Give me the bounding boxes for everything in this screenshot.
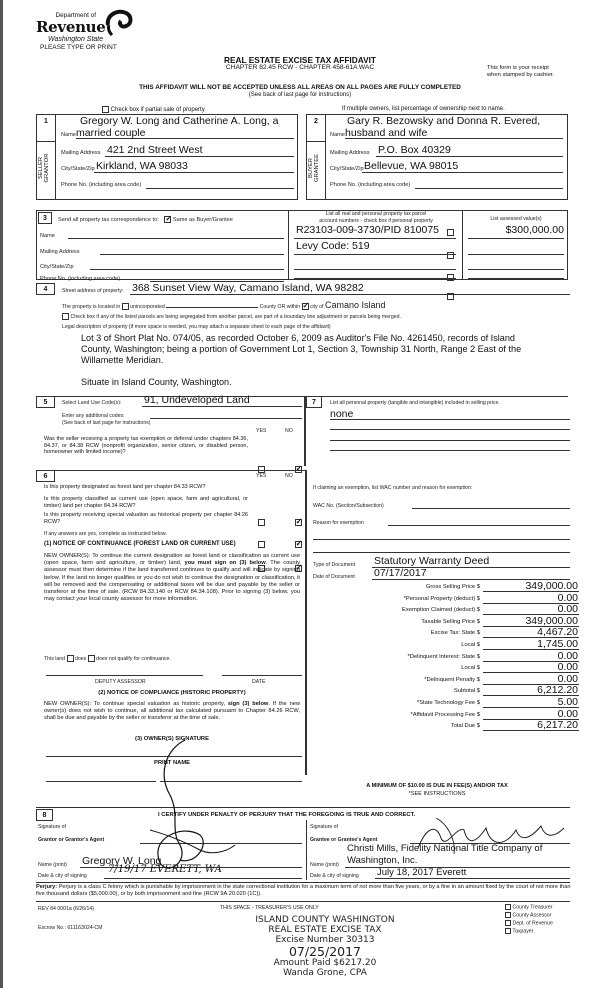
personal-property-field[interactable]: none — [330, 408, 354, 420]
partial-sale-checkbox[interactable] — [102, 106, 109, 113]
fee-value[interactable]: 1,745.00 — [537, 638, 578, 650]
assessed-value[interactable] — [468, 269, 564, 270]
fee-value[interactable]: 0.00 — [557, 649, 578, 662]
fee-row — [300, 696, 580, 708]
fee-row — [300, 592, 580, 604]
seller-phone-field[interactable] — [146, 188, 294, 189]
grantor-name-label: Name (print) — [38, 862, 67, 868]
same-as-buyer-checkbox[interactable] — [164, 216, 171, 223]
fee-label: Local $ — [461, 642, 480, 648]
print-name-label: PRINT NAME — [153, 760, 191, 766]
copy-item: County Treasurer — [505, 904, 553, 912]
seller-city-label: City/State/Zip — [61, 166, 95, 172]
date-label: DATE — [252, 679, 266, 685]
yes-header: YES — [256, 473, 267, 479]
fee-value[interactable]: 349,000.00 — [525, 580, 578, 592]
fee-label: *Delinquent Penalty $ — [424, 676, 480, 683]
logo-main-text: Revenue — [36, 18, 106, 36]
land-use-field[interactable]: 91, Undeveloped Land — [144, 394, 250, 406]
fee-label: Exemption Claimed (deduct) $ — [402, 607, 480, 614]
assessed-value[interactable]: $300,000.00 — [505, 224, 564, 236]
fee-row — [300, 603, 580, 615]
dor-swirl-icon — [104, 9, 134, 37]
fee-label: *Personal Property (deduct) $ — [403, 595, 480, 602]
minimum-due-note: A MINIMUM OF $10.00 IS DUE IN FEE(S) AND/OR TAX — [366, 783, 508, 789]
land-use-label: Select Land Use Code(s): — [62, 400, 122, 406]
buyer-city-label: City/State/Zip — [330, 166, 364, 172]
grantor-date-field[interactable]: 7/19/17 EVERETT, WA — [108, 864, 222, 875]
corr-address-field[interactable] — [100, 254, 284, 255]
fee-row — [300, 684, 580, 696]
corr-phone-label: Phone No. (including area code) — [40, 276, 121, 282]
section-7 — [306, 396, 568, 466]
send-correspondence-row: Send all property tax correspondence to: ✓ Same as Buyer/Grantee — [58, 216, 233, 223]
section-number-4: 4 — [36, 283, 55, 295]
located-in-row: The property is located in unincorporated County OR within ✓ city of Camano Island — [62, 300, 386, 310]
form-subtitle: CHAPTER 82.45 RCW - CHAPTER 458-61A WAC — [225, 64, 375, 71]
fee-value[interactable]: 0.00 — [557, 591, 578, 604]
buyer-address-field[interactable]: P.O. Box 40329 — [378, 144, 451, 156]
seller-name-label: Name — [61, 132, 76, 138]
copy-item: Dept. of Revenue — [505, 920, 553, 928]
section-number-8: 8 — [36, 809, 53, 821]
grantee-name-label: Name (print) — [310, 862, 339, 868]
perjury-notice: Perjury: Perjury is a class C felony which is punishable by imprisonment in the state correctional institution for a maximum term of not more than five years, or by a fine in an amount fixed by the court of not more than five thousand dollars ($5,000.00), or by both imprisonment and fine (RCW 9A.20.020 (1C)). — [36, 884, 571, 897]
legal-description-label: Legal description of property (if more space is needed, you may attach a separate sheet to each page of the affidavit) — [62, 324, 331, 330]
doc-type-label: Type of Document — [313, 562, 356, 568]
grantee-sig-label: Signature of — [310, 824, 338, 830]
parcel-number[interactable]: R23103-009-3730/PID 810075 — [296, 224, 440, 236]
buyer-address-label: Mailing Address — [330, 150, 370, 156]
fee-label: *Delinquent Interest: State $ — [407, 653, 480, 660]
fee-value[interactable]: 349,000.00 — [525, 614, 578, 627]
fee-label: Excise Tax: State $ — [430, 630, 480, 637]
section-number-6: 6 — [36, 470, 55, 482]
designation-question: Is this property classified as current use (open space, farm and agricultural, or timber) land per chapter 84.34 RCW? ✓ — [0, 42, 600, 49]
wac-field[interactable] — [412, 508, 570, 509]
notice-continuance-title: (1) NOTICE OF CONTINUANCE (FOREST LAND OR CURRENT USE) — [44, 541, 236, 547]
see-back-text: (See back of last page for instructions) — [248, 92, 352, 98]
fee-value[interactable]: 6,212.20 — [537, 684, 578, 697]
buyer-grantee-label: BUYER GRANTEE — [308, 153, 320, 183]
corr-name-label: Name — [40, 233, 55, 239]
owner-signature-title: (3) OWNER(S) SIGNATURE — [135, 736, 209, 742]
doc-date-label: Date of Document — [313, 574, 355, 580]
assessor-date-field[interactable] — [222, 675, 302, 676]
copy-distribution — [505, 904, 553, 936]
buyer-phone-label: Phone No. (including area code) — [330, 182, 411, 188]
warning-text: THIS AFFIDAVIT WILL NOT BE ACCEPTED UNLESS ALL AREAS ON ALL PAGES ARE FULLY COMPLETED — [139, 84, 461, 91]
fee-row — [300, 638, 580, 650]
fee-value[interactable]: 0.00 — [557, 672, 578, 685]
seller-name-field[interactable]: married couple — [76, 127, 146, 139]
fee-row — [300, 650, 580, 662]
seller-address-field[interactable]: 421 2nd Street West — [107, 144, 203, 156]
partial-sale-label: Check box if partial sale of property — [110, 107, 205, 114]
parcel-number[interactable] — [294, 278, 456, 279]
copy-item: Taxpayer — [505, 928, 553, 936]
fee-value[interactable]: 4,467.20 — [537, 626, 578, 639]
grantee-signature-scribble-icon — [416, 818, 566, 854]
seller-grantor-label: SELLER GRANTOR — [38, 153, 50, 183]
seller-name-line1: Gregory W. Long and Catherine A. Long, a — [80, 115, 279, 127]
corr-city-label: City/State/Zip — [40, 264, 74, 270]
parcel-header-2: account numbers - check box if personal property — [319, 218, 433, 224]
fee-label: Taxable Selling Price $ — [421, 618, 480, 625]
yes-header: YES — [256, 428, 267, 434]
corr-name-field[interactable] — [68, 238, 284, 239]
fee-row — [300, 708, 580, 720]
assessed-value[interactable] — [468, 278, 564, 279]
grantor-sig-label: Signature of — [38, 824, 66, 830]
within-city-checkbox[interactable] — [302, 303, 309, 310]
fee-value[interactable]: 6,217.20 — [537, 719, 578, 732]
grantee-name-line1: Christi Mills, Fidelity National Title Company of — [347, 843, 543, 854]
copy-checkbox[interactable] — [505, 904, 511, 910]
personal-property-checkbox[interactable] — [447, 229, 454, 236]
form-title: REAL ESTATE EXCISE TAX AFFIDAVIT — [224, 55, 376, 65]
see-back-note: (See back of last page for instructions) — [62, 420, 151, 426]
receipt-note-1: This form is your receipt — [487, 65, 549, 71]
buyer-name-label: Name — [330, 132, 345, 138]
additional-codes-label: Enter any additional codes: — [62, 413, 125, 419]
if-yes-note: If any answers are yes, complete as instructed below. — [44, 531, 167, 537]
copy-checkbox[interactable] — [505, 912, 511, 918]
buyer-city-field[interactable]: Bellevue, WA 98015 — [364, 160, 459, 172]
no-header: NO — [285, 473, 293, 479]
current-use-no-checkbox[interactable] — [295, 541, 302, 548]
section-number-2: 2 — [314, 118, 318, 125]
grantor-agent-label: Grantor or Grantor's Agent — [38, 837, 105, 843]
treasurer-stamp: ISLAND COUNTY WASHINGTON REAL ESTATE EXCISE TAX Excise Number 30313 07/25/2017 Amount Paid $6217.20 Wanda Grone, CPA — [255, 915, 395, 978]
deputy-assessor-label: DEPUTY ASSESSOR — [95, 679, 146, 685]
section-number-1: 1 — [44, 118, 48, 125]
buyer-phone-field[interactable] — [415, 188, 563, 189]
partial-sale-row — [102, 106, 205, 113]
unincorporated-checkbox[interactable] — [122, 303, 129, 310]
grantor-name-field[interactable]: Gregory W. Long — [82, 855, 162, 867]
buyer-name-field[interactable]: husband and wife — [345, 127, 428, 139]
current-use-yes-checkbox[interactable] — [258, 541, 265, 548]
copy-item: County Assessor — [505, 912, 553, 920]
grantee-date-field[interactable]: July 18, 2017 Everett — [377, 867, 467, 878]
grantee-date-label: Date & city of signing — [310, 873, 359, 879]
fee-value[interactable]: 0.00 — [557, 661, 578, 674]
exemption-question: Was the seller receiving a property tax exemption or deferral under chapters 84.36, 84.37, or 84.38 RCW (nonprofit organization, senior citizen, or disabled person, homeowner with limited income)? — [44, 436, 248, 456]
county-field[interactable] — [166, 307, 258, 308]
logo-sub-text: Washington State — [48, 36, 104, 43]
segregated-checkbox[interactable] — [62, 313, 69, 320]
seller-address-label: Mailing Address — [61, 150, 101, 156]
section-number-7: 7 — [306, 396, 322, 408]
grantee-name-field[interactable]: Washington, Inc. — [347, 855, 418, 866]
street-address-field[interactable]: 368 Sunset View Way, Camano Island, WA 98282 — [132, 282, 364, 294]
deputy-assessor-signature[interactable] — [46, 675, 203, 676]
multiple-owners-note: If multiple owners, list percentage of ownership next to name. — [342, 106, 505, 112]
continuance-row: This land does does not qualify for continuance. — [44, 655, 171, 662]
notice-compliance-text: NEW OWNER(S): To continue special valuation as historic property, sign (3) below. If the new owner(s) does not wish to continue, all additional tax calculated pursuant to Chapter 84.26 RCW, shall be due and payable by the seller or transferor at the time of sale. — [44, 701, 301, 722]
form-revision: REV 84 0001a (6/26/14) — [38, 906, 94, 912]
doc-type-field[interactable]: Statutory Warranty Deed — [374, 555, 490, 567]
grantor-date-label: Date & city of signing — [38, 873, 87, 879]
certify-statement: I CERTIFY UNDER PENALTY OF PERJURY THAT THE FOREGOING IS TRUE AND CORRECT. — [158, 812, 416, 818]
fee-label: *Affidavit Processing Fee $ — [410, 711, 480, 718]
fee-label: *State Technology Fee $ — [416, 700, 480, 706]
no-header: NO — [285, 428, 293, 434]
corr-address-label: Mailing Address — [40, 249, 80, 255]
fee-label: Total Due $ — [450, 723, 480, 730]
section-number-3: 3 — [38, 212, 52, 224]
parcel-header-1: List all real and personal property tax parcel — [325, 211, 427, 217]
fee-label: Subtotal $ — [453, 688, 480, 695]
fee-row — [300, 580, 580, 592]
designation-question: Is this property designated as forest land per chapter 84.33 RCW? ✓ — [0, 35, 600, 42]
fee-row — [300, 626, 580, 638]
logo-top-text: Department of — [55, 12, 96, 19]
parcel-number[interactable] — [294, 269, 456, 270]
city-field[interactable]: Camano Island — [324, 300, 386, 310]
see-instructions-note: *SEE INSTRUCTIONS — [408, 791, 466, 797]
fee-row — [300, 615, 580, 627]
fee-row — [300, 719, 580, 731]
does-not-qualify-checkbox[interactable] — [88, 655, 95, 662]
personal-property-label: List all personal property (tangible and intangible) included in selling price. — [330, 400, 500, 406]
copy-checkbox[interactable] — [505, 920, 511, 926]
doc-date-field[interactable]: 07/17/2017 — [374, 567, 427, 579]
assessed-value[interactable] — [468, 254, 564, 255]
owner-signature-scribble-icon — [140, 735, 240, 885]
forest-yes-checkbox[interactable] — [258, 519, 265, 526]
page-edge — [0, 0, 3, 988]
fee-row — [300, 661, 580, 673]
fee-row — [300, 673, 580, 685]
does-qualify-checkbox[interactable] — [67, 655, 74, 662]
assessed-header: List assessed value(s) — [490, 216, 542, 222]
grantee-agent-label: Grantee or Grantee's Agent — [310, 837, 378, 843]
seller-phone-label: Phone No. (including area code) — [61, 182, 142, 188]
reason-field[interactable] — [388, 525, 570, 526]
fee-value[interactable]: 0.00 — [557, 603, 578, 616]
fee-label: Local $ — [461, 665, 480, 672]
designation-question: Is this property receiving special valuation as historical property per chapter 84.26 RCW? ✓ — [0, 50, 600, 57]
corr-city-field[interactable] — [90, 269, 284, 270]
fee-value[interactable]: 5.00 — [557, 696, 578, 708]
reason-label: Reason for exemption — [313, 520, 364, 526]
legal-description[interactable]: Lot 3 of Short Plat No. 074/05, as recorded October 6, 2009 as Auditor's File No. 4261450, records of Island County, Washington; being a portion of Government Lot 1, Section 3, Township 31 North, Range 2 East of the Willamette Meridian. Situate in Island County, Washington. — [81, 333, 522, 387]
forest-no-checkbox[interactable] — [295, 519, 302, 526]
fee-value[interactable]: 0.00 — [557, 707, 578, 720]
segregated-row: Check box if any of the listed parcels are being segregated from another parcel, are part of a boundary line adjustment or parcels being merged. — [62, 313, 401, 320]
treasurer-use-label: THIS SPACE - TREASURER'S USE ONLY — [220, 905, 319, 911]
notice-continuance-text: NEW OWNER(S): To continue the current designation as forest land or classification as current use (open space, farm and agriculture, or timber) land, you must sign on (3) below. The county assessor must then determine if the land transferred continues to qualify and will indicate by signing below. If the land no longer qualifies or you do not wish to continue the designation or classification, it will be removed and the compensating or additional taxes will be due and payable by the seller or transferor at the time of sale. (RCW 84.33.140 or RCW 84.34.108). Prior to signing (3) below, you may contact your local county assessor for more information. — [44, 553, 300, 603]
wac-label: WAC No. (Section/Subsection) — [313, 503, 384, 509]
copy-checkbox[interactable] — [505, 928, 511, 934]
notice-compliance-title: (2) NOTICE OF COMPLIANCE (HISTORIC PROPERTY) — [98, 690, 246, 696]
exemption-claim-label: If claiming an exemption, list WAC number and reason for exemption: — [313, 485, 473, 491]
buyer-name-line1: Gary R. Bezowsky and Donna R. Evered, — [347, 115, 541, 127]
please-type-text: PLEASE TYPE OR PRINT — [40, 44, 117, 51]
escrow-number: Escrow No.: 611163024-CM — [38, 925, 103, 931]
section-number-5: 5 — [36, 396, 55, 408]
receipt-note-2: when stamped by cashier. — [487, 72, 555, 78]
seller-city-field[interactable]: Kirkland, WA 98033 — [96, 160, 188, 172]
street-address-label: Street address of property: — [62, 288, 124, 294]
parcel-number[interactable]: Levy Code: 519 — [296, 240, 370, 252]
fee-label: Gross Selling Price $ — [425, 584, 480, 590]
additional-codes-field[interactable] — [150, 418, 302, 419]
